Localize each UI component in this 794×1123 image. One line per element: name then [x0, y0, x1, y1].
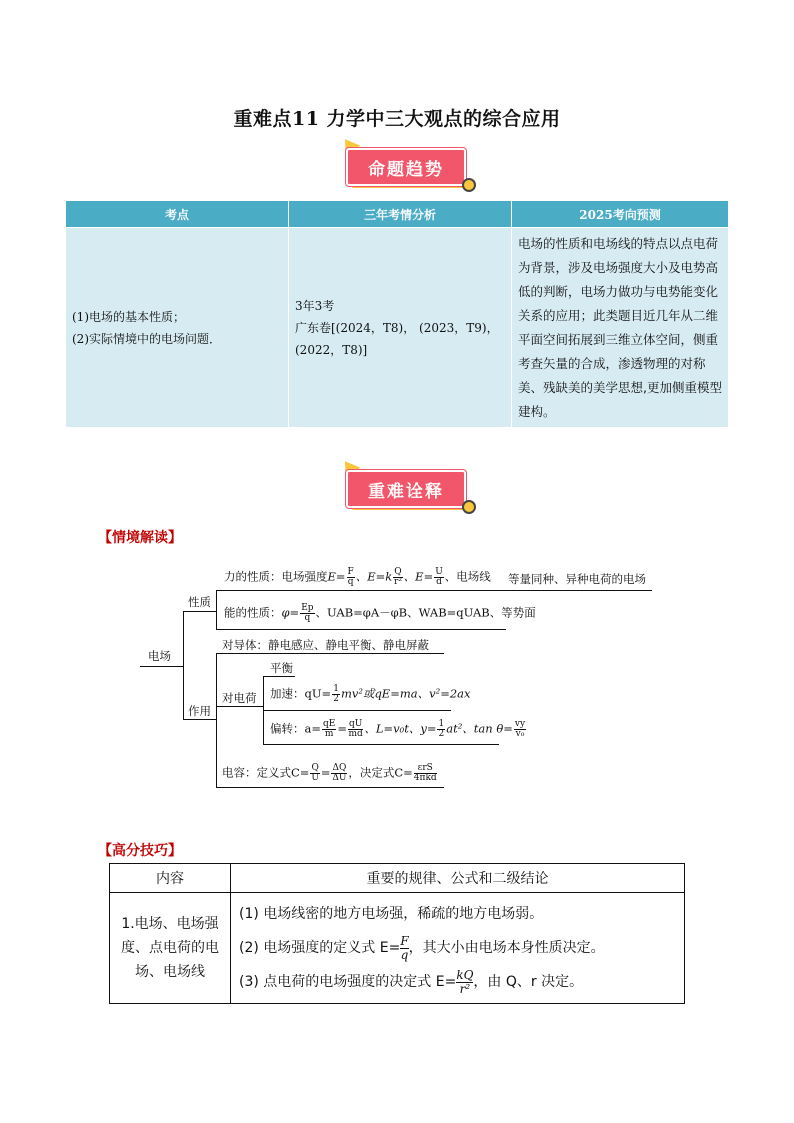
skill-heading: 【高分技巧】 [98, 843, 182, 859]
page-title: 重难点11 力学中三大观点的综合应用 [233, 108, 561, 130]
topic-line-1: (1)电场的基本性质； [72, 309, 185, 324]
mindmap-root: 电场 [148, 649, 171, 663]
analysis-line-1: 3年3考 [295, 298, 335, 313]
branch-property: 性质 [188, 595, 211, 609]
charge-effect: 对电荷 [222, 691, 257, 705]
rule-3: (3) 点电荷的电场强度的决定式 E= $\frac{kQ}{\text{r²}}$ ，由 Q、r 决定。 [239, 967, 584, 996]
explain-badge [346, 470, 470, 510]
skill-header-content: 内容 [110, 864, 231, 893]
analysis-line-3: (2022，T8)] [295, 342, 368, 357]
skill-topic: 1.电场、电场强度、点电荷的电场、电场线 [110, 893, 231, 1004]
skill-header-rules: 重要的规律、公式和二级结论 [231, 864, 685, 893]
energy-property: 能的性质：φ= $\frac{Ep}{q}$ 、UAB=φA－φB、WAB=qUAB、等势面 [224, 603, 536, 623]
ring-icon [462, 178, 476, 192]
force-property: 力的性质：电场强度E= $\frac{F}{q}$ 、E=k $\frac{Q}{\text{r²}}$ 、E= $\frac{U}{d}$ 、电场线 [224, 567, 491, 587]
deflection: 偏转：a= $\frac{qE}{m}$ = $\frac{qU}{md}$ 、L=v₀t、y= $\frac{1}{2}$ at²、tan θ= $\frac{vy}{\text{v₀}}$ [270, 719, 526, 739]
acceleration: 加速：qU= $\frac{1}{2}$ mv²或qE=ma、v²=2ax [270, 684, 471, 704]
analysis-line-2: 广东卷[(2024，T8)， (2023，T9)， [295, 320, 499, 335]
explain-badge-label: 重难诠释 [346, 470, 466, 508]
trend-header-analysis: 三年考情分析 [289, 201, 512, 228]
topic-line-2: (2)实际情境中的电场问题． [72, 331, 221, 346]
trend-table [65, 200, 729, 428]
trend-header-topic: 考点 [66, 201, 289, 228]
capacitance: 电容：定义式C= $\frac{Q}{U}$ = $\frac{\Delta Q}{\Delta U}$ ，决定式C= $\frac{\text{εrS}}{\text{4πkd}}$ [222, 763, 437, 783]
trend-badge [346, 148, 470, 188]
branch-effect: 作用 [188, 704, 211, 718]
trend-badge-label: 命题趋势 [346, 148, 466, 186]
skill-rules [231, 893, 685, 1004]
trend-cell-analysis [289, 228, 512, 428]
trend-header-forecast: 2025考向预测 [512, 201, 729, 228]
trend-cell-forecast: 电场的性质和电场线的特点以点电荷为背景，涉及电场强度大小及电势高低的判断，电场力做功与电势能变化关系的应用；此类题目近几年从二维平面空间拓展到三维立体空间，侧重考查矢量的合成，渗透物理的对称美、残缺美的美学思想,更加侧重模型建构。 [512, 228, 729, 428]
skill-table [109, 863, 685, 1004]
rule-1: (1) 电场线密的地方电场强，稀疏的地方电场弱。 [239, 906, 544, 922]
balance: 平衡 [270, 661, 293, 675]
rule-2: (2) 电场强度的定义式 E= $\frac{F}{q}$ ，其大小由电场本身性质决定。 [239, 933, 605, 962]
situation-heading: 【情境解读】 [98, 530, 182, 546]
force-extra: 等量同种、异种电荷的电场 [508, 572, 646, 586]
conductor-effect: 对导体：静电感应、静电平衡、静电屏蔽 [222, 638, 429, 652]
ring-icon [462, 500, 476, 514]
trend-cell-topic [66, 228, 289, 428]
